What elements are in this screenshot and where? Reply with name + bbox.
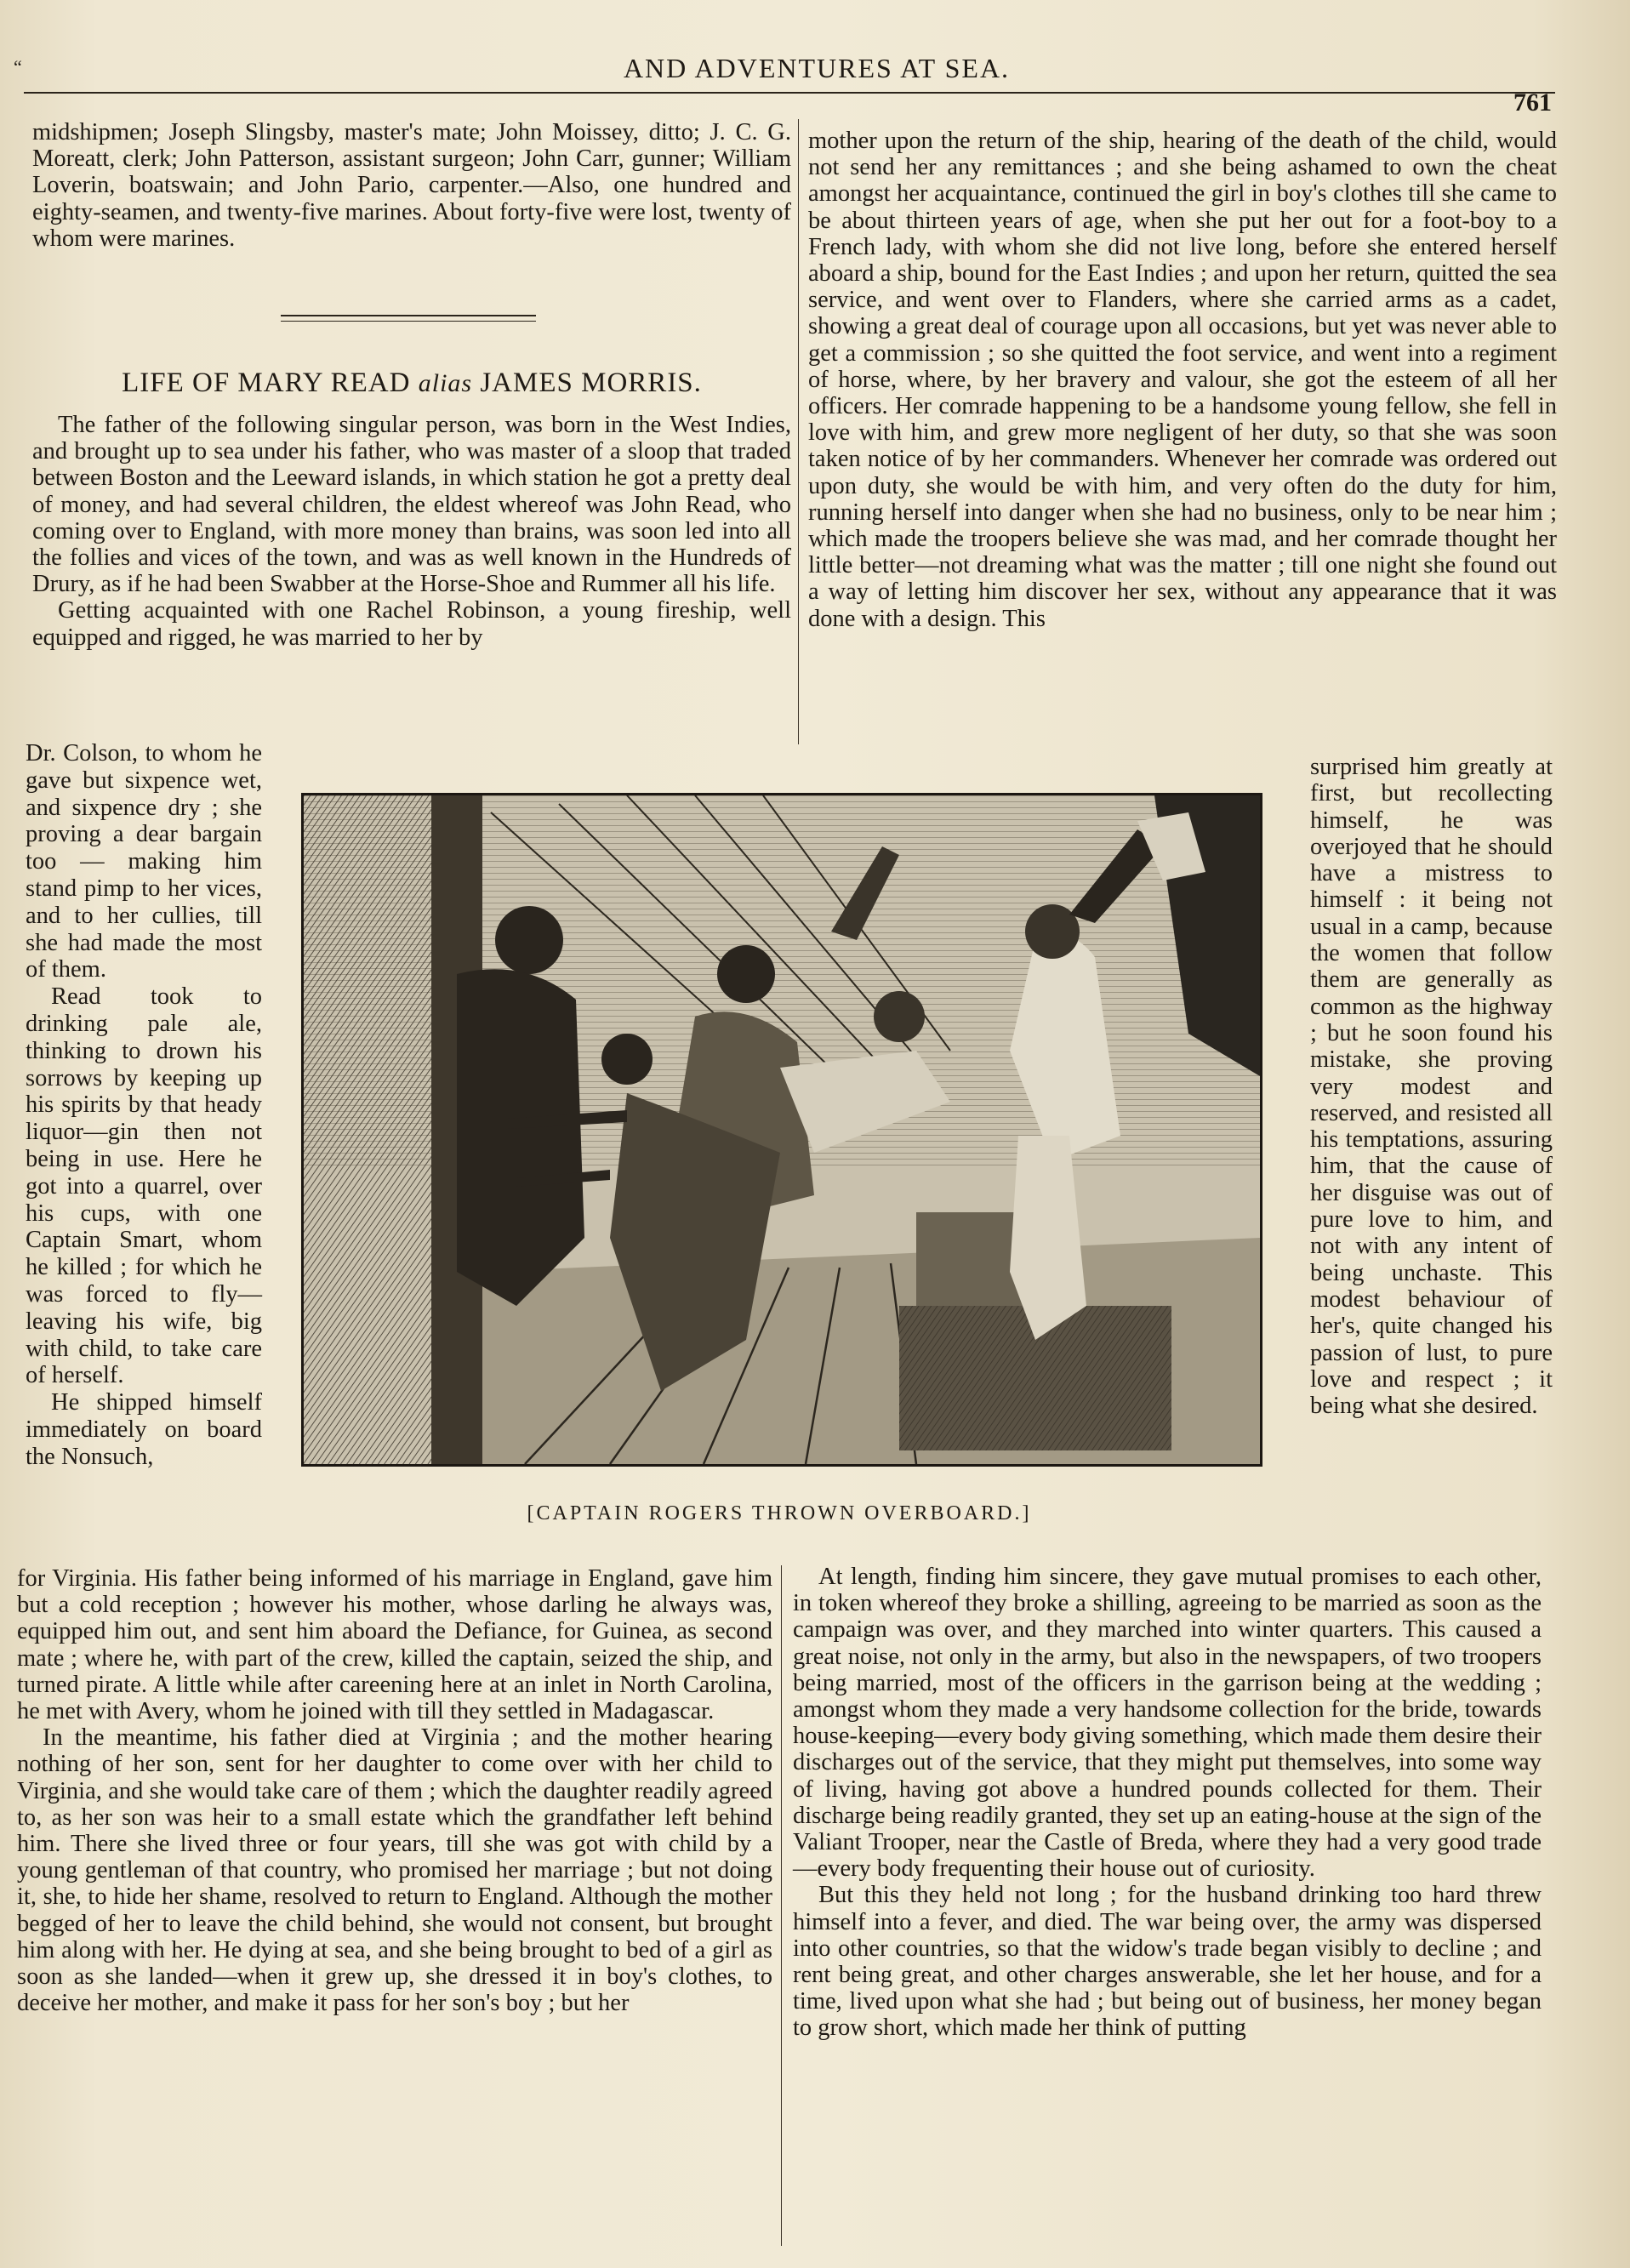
right-bottom-paragraph-1: At length, finding him sincere, they gave mutual promises to each other, in token whereof they broke a shilling, agreeing to be married as soon as the campaign was over, and they marched into winter quarters. This caused a great noise, not only in the army, but also in the newspapers, of two troopers being married, most of the officers in the garrison being at the wedding ; amongst whom they made a very handsome collection for the bride, towards house-keeping—every body giving something, which made them desire their discharges out of the service, that they might put themselves, into some way of living, having got above a hundred pounds collected for them. Their discharge being readily granted, they set up an eating-house at the sign of the Valiant Trooper, near the Castle of Breda, where they had a very good trade—every body frequenting their house out of curiosity. — [793, 1564, 1542, 1883]
section-divider-thin — [281, 321, 536, 322]
wrap-paragraph-1: Dr. Colson, to whom he gave but sixpence wet, and sixpence dry ; she proving a dear bargain too — making him stand pimp to her vices, and to her cullies, till she had made the most of them. — [26, 740, 262, 983]
article-title-alias: alias — [418, 369, 473, 397]
article-intro — [32, 412, 791, 651]
right-column-top — [808, 128, 1557, 632]
left-bottom-paragraph-1: for Virginia. His father being informed of his marriage in England, gave him but a cold reception ; however his mother, whose darling he always was, equipped him out, and sent him aboard the Defiance, for Guinea, as second mate ; where he, with part of the crew, killed the captain, seized the ship, and turned pirate. A little while after careening here at an inlet in North Carolina, he met with Avery, whom he joined with till they settled in Madagascar. — [17, 1565, 772, 1725]
left-wrap-column — [26, 740, 262, 1471]
left-column-bottom — [17, 1565, 772, 2016]
left-column-top — [32, 119, 791, 252]
column-divider-bottom — [781, 1565, 782, 2246]
column-divider-top — [798, 119, 799, 744]
page-number: 761 — [1513, 88, 1552, 117]
article-title-main: LIFE OF MARY READ — [122, 368, 411, 398]
wrap-paragraph-3: He shipped himself immediately on board the Nonsuch, — [26, 1389, 262, 1470]
header-rule — [24, 92, 1555, 94]
article-paragraph-2: Getting acquainted with one Rachel Robinson, a young fireship, well equipped and rigged, he was married to her by — [32, 597, 791, 651]
corner-mark: “ — [14, 56, 22, 77]
crew-list-paragraph: midshipmen; Joseph Slingsby, master's mate; John Moissey, ditto; J. C. G. Moreatt, clerk; John Patterson, assistant surgeon; John Carr, gunner; William Loverin, boatswain; and John Pario, carpenter.—Also, one hundred and eighty-seamen, and twenty-five marines. About forty-five were lost, twenty of whom were marines. — [32, 119, 791, 252]
article-title — [32, 368, 791, 399]
engraving-illustration — [301, 793, 1262, 1467]
right-bottom-paragraph-2: But this they held not long ; for the husband drinking too hard threw himself into a fever, and died. The war being over, the army was dispersed into other countries, so that the widow's trade began visibly to decline ; and rent being great, and other charges answerable, she let her house, and for a time, lived upon what she had ; but being out of business, her money began to grow short, which made her think of putting — [793, 1882, 1542, 2042]
section-divider — [281, 315, 536, 316]
wrap-paragraph-2: Read took to drinking pale ale, thinking to drown his sorrows by keeping up his spirits by that heady liquor—gin then not being in use. Here he got into a quarrel, over his cups, with one Captain Smart, whom he killed ; for which he was forced to fly—leaving his wife, big with child, to take care of herself. — [26, 983, 262, 1389]
right-wrap-paragraph: surprised him greatly at first, but recollecting himself, he was overjoyed that he should have a mistress to himself : it being not usual in a camp, because the women that follow them are generally as common as the highway ; but he soon found his mistake, she proving very modest and reserved, and resisted all his temptations, assuring him, that the cause of her disguise was out of pure love to him, and not with any intent of being unchaste. This modest behaviour of her's, quite changed his passion of lust, to pure love and respect ; it being what she desired. — [1310, 754, 1553, 1420]
left-bottom-paragraph-2: In the meantime, his father died at Virginia ; and the mother hearing nothing of her son, sent for her daughter to come over with her child to Virginia, and she would take care of them ; which the daughter readily agreed to, as her son was heir to a small estate which the grandfather left behind him. There she lived three or four years, till she was got with child by a young gentleman of that country, who promised her marriage ; but not doing it, she, to hide her shame, resolved to return to England. Although the mother begged of her to leave the child behind, she would not consent, but brought him along with her. He dying at sea, and she being brought to bed of a girl as soon as she landed—when it grew up, she dressed it in boy's clothes, to deceive her mother, and make it pass for her son's boy ; but her — [17, 1724, 772, 2017]
article-title-name: JAMES MORRIS. — [480, 368, 702, 398]
engraving-artwork — [304, 795, 1260, 1464]
right-wrap-column — [1310, 754, 1553, 1419]
article-paragraph-1: The father of the following singular person, was born in the West Indies, and brought up to sea under his father, who was master of a sloop that traded between Boston and the Leeward islands, in which station he got a pretty deal of money, and had several children, the eldest whereof was John Read, who coming over to England, with more money than brains, was soon led into all the follies and vices of the town, and was as well known in the Hundreds of Drury, as if he had been Swabber at the Horse-Shoe and Rummer all his life. — [32, 412, 791, 598]
right-column-paragraph: mother upon the return of the ship, hearing of the death of the child, would not send her any remittances ; and she being ashamed to own the cheat amongst her acquaintance, continued the girl in boy's clothes till she came to be about thirteen years of age, when she put her out for a foot-boy to a French lady, with whom she did not live long, before she entered herself aboard a ship, bound for the East Indies ; and upon her return, quitted the sea service, and went over to Flanders, where she carried arms as a cadet, showing a great deal of courage upon all occasions, but yet was never able to get a commission ; so she quitted the foot service, and went into a regiment of horse, where, by her bravery and valour, she got the esteem of all her officers. Her comrade happening to be a handsome young fellow, she fell in love with him, and grew more negligent of her duty, so that she was soon taken notice of by her commanders. Whenever her comrade was ordered out upon duty, she would be with him, and very often do the duty for him, running herself into danger when she had no business, only to be near him ; which made the troopers believe she was mad, and her comrade thought her little better—not dreaming what was the matter ; till one night she found out a way of letting him discover her sex, without any appearance that it was done with a design. This — [808, 128, 1557, 632]
running-title: AND ADVENTURES AT SEA. — [623, 53, 1011, 83]
right-column-bottom — [793, 1564, 1542, 2042]
illustration-caption: [CAPTAIN ROGERS THROWN OVERBOARD.] — [527, 1502, 1032, 1524]
